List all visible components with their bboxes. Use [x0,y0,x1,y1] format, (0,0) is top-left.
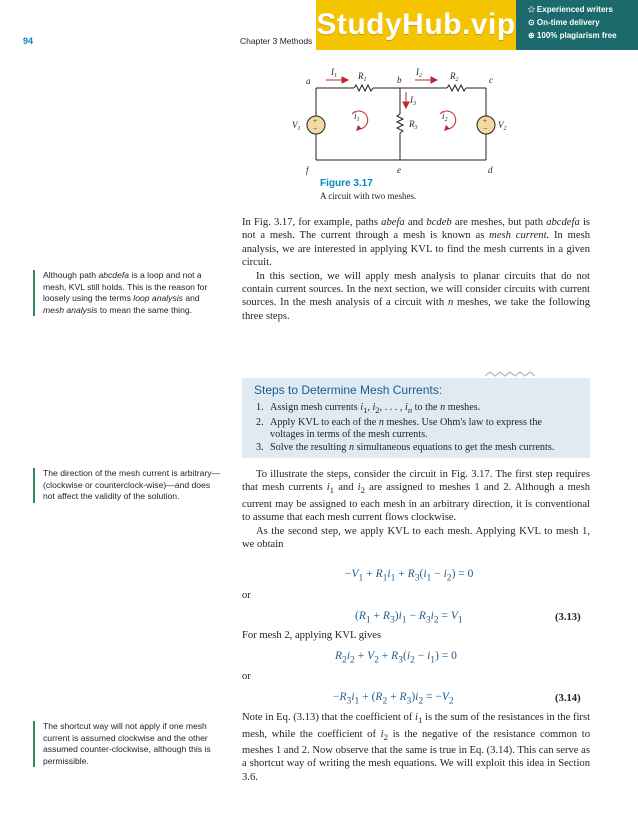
figure-caption: A circuit with two meshes. [320,191,417,201]
margin-note-direction: The direction of the mesh current is arbitrary—(clockwise or counterclock-wise)—and does not affect the validity of the solution. [33,468,221,503]
node-label-c: c [489,75,493,85]
node-label-a: a [306,76,311,86]
node-label-e: e [397,165,401,175]
paragraph-5: Note in Eq. (3.13) that the coefficient of $i_1$ is the sum of the resistances in the first mesh, while the coefficient of $i_2$ is the negative of the resistance common to meshes 1 and 2. Now observe that the same is true in Eq. (3.14). This can serve as a shortcut way of writing the mesh equations. We will exploit this idea in Section 3.6. [242,712,591,783]
label-v1: $V_1$ [292,120,301,132]
feature-on-time-delivery: ⊙ On-time delivery [528,18,600,27]
svg-text:−: − [483,124,488,133]
label-i2: $I_2$ [416,67,422,79]
label-r3: $R_3$ [409,119,418,131]
step-3-text: Solve the resulting n simultaneous equations to get the mesh currents. [270,441,555,453]
node-label-d: d [488,165,493,175]
chapter-label: Chapter 3 Methods [240,36,313,46]
step-2-text: Apply KVL to each of the n meshes. Use Ohm's law to express the voltages in terms of the mesh currents. [270,416,542,441]
steps-list [256,402,574,454]
body-section-2 [242,468,590,552]
connector-or-2: or [242,671,251,682]
resistor-r3 [397,114,403,133]
node-label-b: b [397,75,402,85]
equation-mesh2-kvl: $R_2i_2 + V_2 + R_3(i_2 - i_1) = 0$ [335,650,457,666]
paragraph-3: To illustrate the steps, consider the circuit in Fig. 3.17. The first step requires that mesh currents $i_1$ and $i_2$ are assigned to meshes 1 and 2. Although a mesh current may be assigned to each mesh in an arbitrary direction, it is conventional to assume that each mesh current flows clockwise. [242,469,591,524]
label-mesh-i2: $i_2$ [442,111,448,123]
paragraph-1: In Fig. 3.17, for example, paths abefa and bcdeb are meshes, but path abcdefa is not a mesh. The current through a mesh is known as mesh current. In mesh analysis, we are interested in applying KVL to find the mesh currents in a given circuit. [242,217,591,269]
equation-mesh1-kvl: $-V_1 + R_1i_1 + R_3(i_1 - i_2) = 0$ [345,568,474,584]
label-i3: $I_3$ [410,95,416,107]
svg-text:−: − [313,124,318,133]
equation-3-14: $-R_3i_1 + (R_2 + R_3)i_2 = -V_2$ [333,691,454,707]
resistor-r2 [447,85,466,91]
feature-plagiarism-free: ⊕ 100% plagiarism free [528,31,617,40]
steps-title: Steps to Determine Mesh Currents: [254,383,443,397]
circuit-diagram [270,60,530,180]
margin-note-shortcut: The shortcut way will not apply if one mesh current is assumed clockwise and the other assumed counter-clockwise, although this is permissible. [33,721,221,767]
equation-number-3-14: (3.14) [555,693,581,704]
step-item: 1. Assign mesh currents $i_1$, $i_2$, . . . , $i_n$ to the n meshes. [256,402,481,416]
page-number: 94 [23,36,34,46]
logo-text: StudyHub.vip [316,8,516,41]
svg-text:+: + [313,117,317,125]
body-section-1 [242,216,590,323]
decorative-wave-icon [485,368,535,380]
step-item: 2. Apply KVL to each of the n meshes. Use Ohm's law to express the voltages in terms of the mesh currents. [256,417,574,442]
label-r2: $R_2$ [450,71,459,83]
paragraph-2: In this section, we will apply mesh analysis to planar circuits that do not contain current sources. In the next section, we will consider circuits with current sources. In the mesh analysis of a circuit with n meshes, we take the following three steps. [242,270,590,322]
step-item: 3. Solve the resulting n simultaneous equations to get the mesh currents. [256,441,555,453]
body-section-3 [242,711,590,784]
feature-experienced-writers: ✩ Experienced writers [528,5,613,14]
paragraph-4: As the second step, we apply KVL to each mesh. Applying KVL to mesh 1, we obtain [242,525,590,551]
resistor-r1 [354,85,373,91]
label-mesh-i1: $i_1$ [354,111,360,123]
margin-note-loop-analysis: Although path abcdefa is a loop and not a mesh, KVL still holds. This is the reason for loosely using the terms loop analysis and mesh analysis to mean the same thing. [33,270,221,316]
step-1-text: Assign mesh currents $i_1$, $i_2$, . . . , $i_n$ to the n meshes. [270,402,481,416]
features-banner[interactable] [516,0,638,50]
svg-text:+: + [483,117,487,125]
label-i1: $I_1$ [331,67,337,79]
studyhub-logo-banner[interactable] [316,0,516,50]
mesh2-intro: For mesh 2, applying KVL gives [242,630,382,641]
equation-number-3-13: (3.13) [555,612,581,623]
label-r1: $R_1$ [358,71,367,83]
figure-label: Figure 3.17 [320,178,373,189]
label-v2: $V_2$ [498,120,507,132]
equation-3-13: $(R_1 + R_3)i_1 - R_3i_2 = V_1$ [355,610,463,626]
node-label-f: f [306,165,309,175]
connector-or-1: or [242,590,251,601]
